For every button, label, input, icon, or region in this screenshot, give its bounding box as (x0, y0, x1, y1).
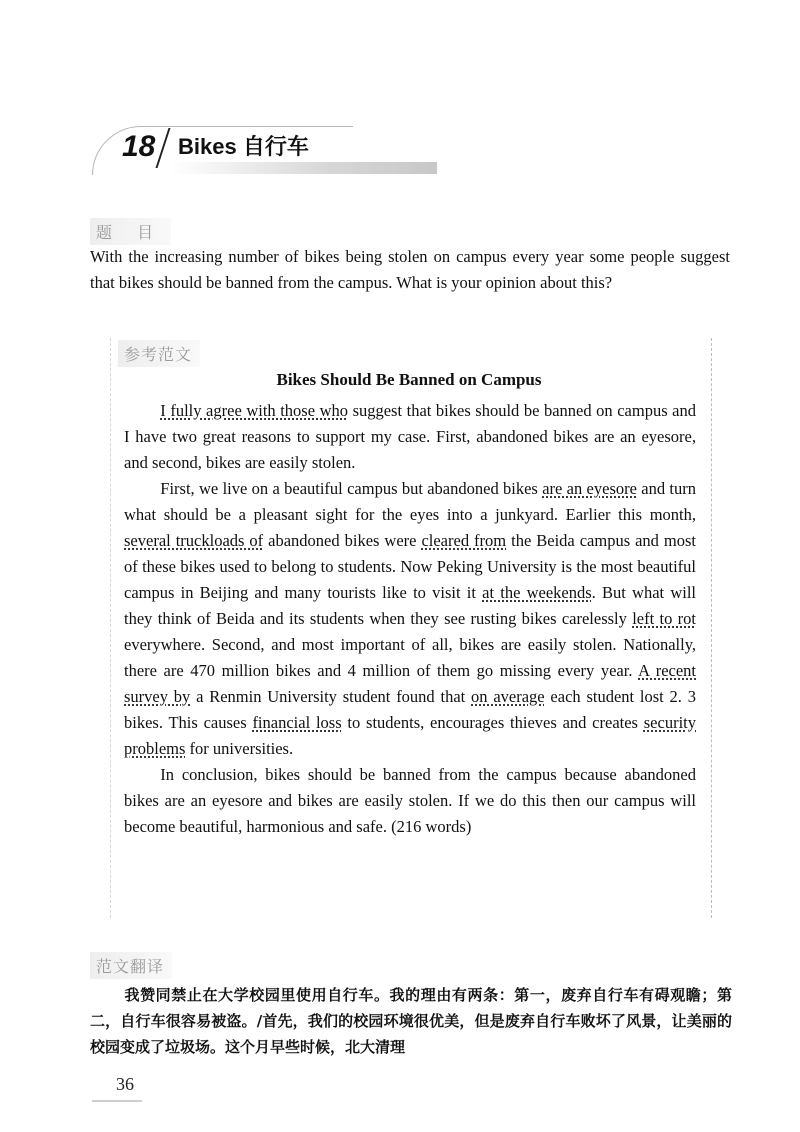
key-phrase: at the weekends (482, 583, 592, 602)
essay-prompt: With the increasing number of bikes being stolen on campus every year some people suggest that bikes should be banned from the campus. What is your opinion about this? (90, 247, 730, 292)
footer-mark (92, 1100, 142, 1102)
sample-essay-label: 参考范文 (118, 340, 200, 367)
key-phrase: cleared from (421, 531, 507, 550)
essay-title: Bikes Should Be Banned on Campus (276, 370, 542, 389)
essay-text: the Beida campus and most of these bikes used to belong to students. Now Peking University is the most beautiful campus in Beijing and many tourists like to visit it (124, 531, 697, 602)
topic-label: 题 目 (90, 218, 171, 245)
essay-text: In conclusion, bikes should be banned from the campus because abandoned bikes are an eyesore and bikes are easily stolen. If we do this then our campus will become beautiful, harmonious and safe. (216 words) (124, 765, 696, 836)
key-phrase: I fully agree with those who (160, 401, 349, 420)
essay-body (124, 398, 696, 840)
translation-label: 范文翻译 (90, 952, 172, 979)
essay-text: and turn what should be a pleasant sight for the eyes into a junkyard. Earlier this month, (124, 479, 697, 524)
key-phrase: are an eyesore (542, 479, 637, 498)
chapter-header (92, 118, 357, 180)
page-number: 36 (116, 1074, 134, 1094)
key-phrase: financial loss (252, 713, 342, 732)
key-phrase: on average (471, 687, 545, 706)
key-phrase: A recent survey by (124, 661, 697, 706)
essay-paragraph-3 (124, 762, 696, 840)
essay-text: First, we live on a beautiful campus but abandoned bikes (160, 479, 543, 498)
chapter-number: 18 (122, 130, 156, 163)
essay-text: to students, encourages thieves and creates (341, 713, 644, 732)
essay-translation: 我赞同禁止在大学校园里使用自行车。我的理由有两条：第一，废弃自行车有碍观瞻；第二，自行车很容易被盗。/首先，我们的校园环境很优美，但是废弃自行车败坏了风景，让美丽的校园变成了垃圾场。这个月早些时候，北大清理 (90, 986, 732, 1056)
key-phrase: several truckloads of (124, 531, 264, 550)
essay-text: a Renmin University student found that (190, 687, 472, 706)
decorative-ribbon (172, 162, 437, 174)
essay-paragraph-2 (124, 476, 696, 762)
essay-text: each student lost 2. 3 bikes. This causes (124, 687, 696, 732)
essay-text: for universities. (185, 739, 294, 758)
key-phrase: security problems (124, 713, 696, 758)
key-phrase: left to rot (632, 609, 697, 628)
essay-text: abandoned bikes were (263, 531, 422, 550)
chapter-title: Bikes 自行车 (178, 134, 309, 159)
essay-text: everywhere. Second, and most important of all, bikes are easily stolen. Nationally, there are 470 million bikes and 4 million of them go missing every year. (124, 635, 696, 680)
essay-text: suggest that bikes should be banned on campus and I have two great reasons to support my case. First, abandoned bikes are an eyesore, and second, bikes are easily stolen. (124, 401, 697, 472)
essay-text: . But what will they think of Beida and its students when they see rusting bikes carelessly (124, 583, 696, 628)
essay-paragraph-1 (124, 398, 696, 476)
